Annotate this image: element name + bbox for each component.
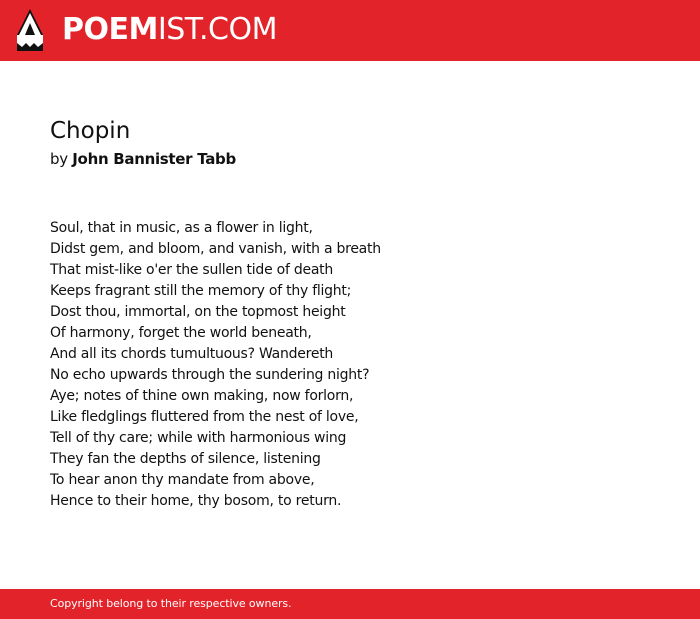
site-header <box>0 0 700 61</box>
site-logo[interactable] <box>62 12 277 48</box>
poem-line: That mist-like o'er the sullen tide of death <box>50 262 334 278</box>
poem-line: Of harmony, forget the world beneath, <box>50 325 312 341</box>
by-label: by <box>50 150 68 168</box>
poem-body <box>50 218 381 512</box>
poem-line: Didst gem, and bloom, and vanish, with a breath <box>50 241 381 257</box>
poem-line: They fan the depths of silence, listening <box>50 451 321 467</box>
poem-line: Tell of thy care; while with harmonious wing <box>50 430 347 446</box>
poem-line: Hence to their home, thy bosom, to return. <box>50 493 342 509</box>
pen-nib-icon[interactable] <box>17 9 43 51</box>
copyright-notice: Copyright belong to their respective owners. <box>50 597 292 610</box>
poem-line: Soul, that in music, as a flower in light, <box>50 220 313 236</box>
site-footer <box>0 589 700 619</box>
poem-line: No echo upwards through the sundering night? <box>50 367 370 383</box>
poem-line: To hear anon thy mandate from above, <box>50 472 315 488</box>
poem-line: Dost thou, immortal, on the topmost height <box>50 304 346 320</box>
poem-byline <box>50 148 236 170</box>
poem-line: Keeps fragrant still the memory of thy flight; <box>50 283 352 299</box>
poem-title: Chopin <box>50 118 131 144</box>
poem-line: And all its chords tumultuous? Wandereth <box>50 346 334 362</box>
poem-author: John Bannister Tabb <box>72 150 236 168</box>
logo-bold-text: POEM <box>62 12 158 47</box>
poem-line: Aye; notes of thine own making, now forlorn, <box>50 388 354 404</box>
logo-light-text: IST.COM <box>157 12 277 47</box>
poem-line: Like fledglings fluttered from the nest of love, <box>50 409 359 425</box>
